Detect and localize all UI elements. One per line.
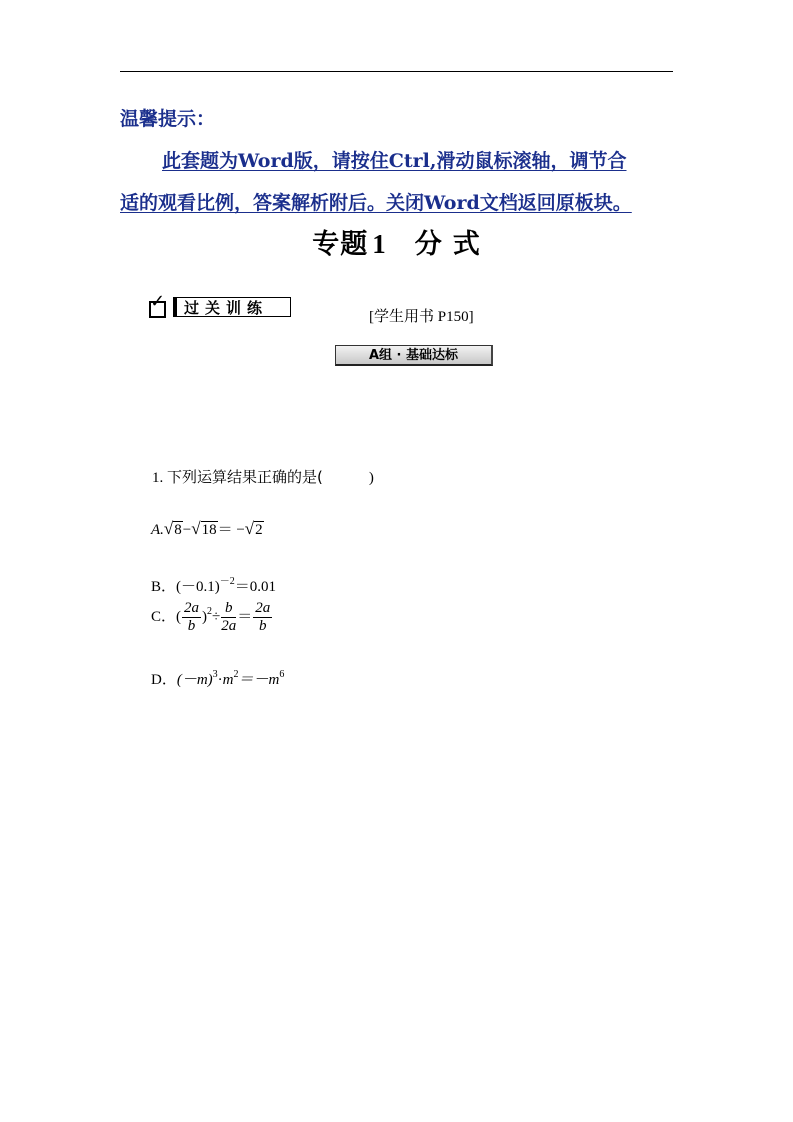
sqrt-2: √2 [244, 519, 263, 538]
option-a-label: A. [151, 522, 164, 538]
group-badge: A组 · 基础达标 [335, 345, 493, 366]
title-number: 1 [372, 229, 387, 259]
notice-line-1[interactable]: 此套题为Word版，请按住Ctrl,滑动鼠标滚轴，调节合 [162, 150, 627, 172]
option-b-rest: ＝0.01 [234, 579, 277, 595]
sqrt-18: √18 [191, 519, 217, 538]
option-d-label: D． [151, 672, 177, 688]
option-c-op: ÷ [212, 608, 221, 625]
option-b-base: (－0.1) [176, 579, 220, 595]
question-text: 下列运算结果正确的是( [167, 468, 323, 486]
title-prefix: 专题 [312, 229, 369, 260]
option-d-p2: m [222, 672, 234, 688]
option-b [151, 572, 276, 596]
option-c-open: ( [176, 608, 182, 625]
question-stem [152, 466, 374, 487]
question-number: 1. [152, 470, 164, 486]
section-banner: 过关训练 [173, 297, 291, 317]
fraction-result: $\frac{2a}{b}$ [255, 600, 271, 634]
option-c-exp: 2 [207, 605, 213, 617]
title-word-1: 分 [414, 229, 443, 260]
option-d-result: ＝－m [238, 672, 280, 688]
question-close: ) [368, 470, 374, 486]
option-c-label: C． [151, 608, 177, 625]
notice-line-2[interactable]: 适的观看比例，答案解析附后。关闭Word文档返回原板块。 [120, 192, 632, 214]
option-a-eq: ＝ − [217, 522, 245, 538]
fraction-b-over-2a: $\frac{b}{2a}$ [221, 600, 237, 634]
sqrt-8: √8 [163, 519, 182, 538]
notice-title: 温馨提示： [120, 108, 216, 130]
option-c-eq: ＝ [237, 608, 253, 625]
option-a [151, 518, 264, 539]
title-word-2: 式 [452, 229, 481, 260]
option-b-exp: －2 [219, 576, 235, 587]
option-d-p1: (－m) [176, 672, 213, 688]
header-rule [120, 71, 673, 72]
fraction-2a-over-b: $\frac{2a}{b}$ [184, 600, 200, 634]
option-c: C．( $\frac{2a}{b}$ )$^2$÷ $\frac{b}{2a}$ ＝ $\frac{2a}{b}$ [151, 600, 271, 634]
option-d: D．$(-m)^3\cdot m^2=-m^6$ [151, 669, 285, 688]
option-b-label: B． [151, 579, 177, 595]
page-reference: [学生用书 P150] [369, 309, 474, 325]
check-mark-icon: ✓ [150, 291, 166, 312]
page-title [0, 222, 793, 261]
option-a-minus: − [182, 522, 192, 538]
